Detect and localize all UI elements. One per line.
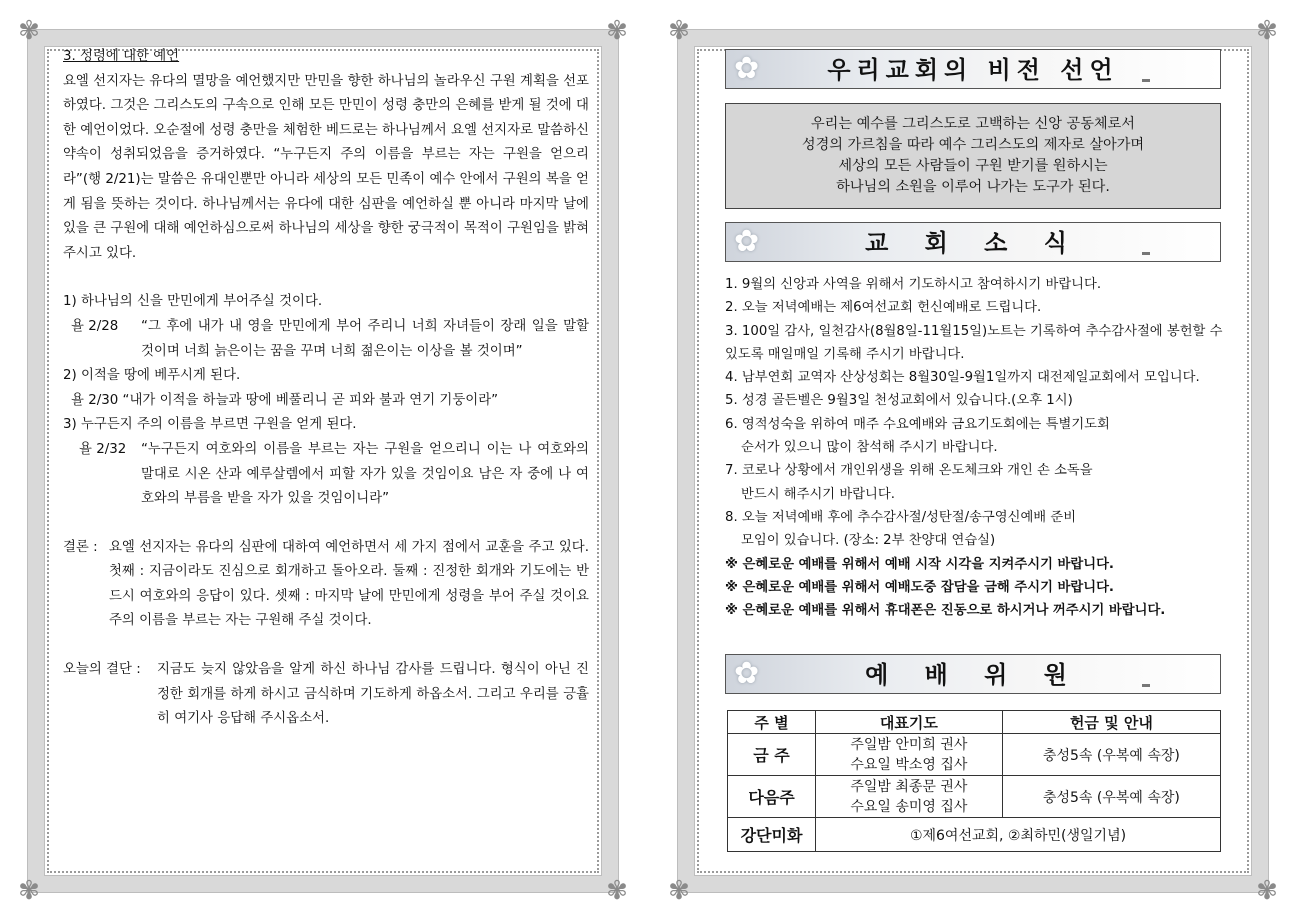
news-item: 5. 성경 골든벨은 9월3일 천성교회에서 있습니다.(오후 1시) xyxy=(725,393,1073,409)
verse-1 xyxy=(63,315,589,364)
news-item: 3. 100일 감사, 일천감사(8월8일-11월15일)노트는 기록하여 추수감사절에 봉헌할 수 있도록 매일매일 기록해 주시기 바랍니다. xyxy=(725,323,1223,362)
news-item: 2. 오늘 저녁예배는 제6여선교회 헌신예배로 드립니다. xyxy=(725,300,1042,316)
today-text: 지금도 늦지 않았음을 알게 하신 하나님 감사를 드립니다. 형식이 아닌 진정한 회개를 하게 하시고 금식하며 기도하게 하옵소서. 그리고 우리를 긍휼히 여기사 응답해 주시옵소서. xyxy=(157,662,589,727)
news-item: 7. 코로나 상황에서 개인위생을 위해 온도체크와 개인 손 소독을 xyxy=(725,463,1093,479)
flower-ornament-icon: ✾ xyxy=(606,876,628,906)
table-row xyxy=(728,734,1221,776)
flower-ornament-icon: ✾ xyxy=(18,16,40,46)
church-news xyxy=(725,273,1225,622)
news-item: 8. 오늘 저녁예배 후에 추수감사절/성탄절/송구영신예배 준비 xyxy=(725,509,1077,525)
news-item: 반드시 해주시기 바랍니다. xyxy=(741,486,895,502)
staff-title: 예 배 위 원 xyxy=(865,661,1081,689)
verse-2: 욜 2/30 “내가 이적을 하늘과 땅에 베풀리니 곧 피와 불과 연기 기둥이라” xyxy=(71,392,499,408)
conclusion-text: 요엘 선지자는 유다의 심판에 대하여 예언하면서 세 가지 점에서 교훈을 주고 있다. 첫째 : 지금이라도 진심으로 회개하고 돌아오라. 둘째 : 진정한 회개와 기도에는 반드시 여호와의 응답이 있다. 셋째 : 마지막 날에 만민에게 성령을 부어 주실 것이요 주의 이름을 부르는 자는 구원해 주실 것이다. xyxy=(109,539,589,629)
sermon-text xyxy=(63,45,589,732)
news-item: 모임이 있습니다. (장소: 2부 찬양대 연습실) xyxy=(741,533,996,549)
vision-line: 성경의 가르침을 따라 예수 그리스도의 제자로 살아가며 xyxy=(801,137,1145,153)
prayer-cell: 주일밤 최종문 권사 수요일 송미영 집사 xyxy=(816,776,1003,818)
verse-1-text: “그 후에 내가 내 영을 만민에게 부어 주리니 너희 자녀들이 장래 일을 말할 것이며 너희 늙은이는 꿈을 꾸며 너희 젊은이는 이상을 볼 것이며” xyxy=(141,318,589,359)
daisy-icon: ✿ xyxy=(734,656,760,691)
flower-ornament-icon: ✾ xyxy=(1256,16,1278,46)
intro-paragraph: 요엘 선지자는 유다의 멸망을 예언했지만 만민을 향한 하나님의 놀라우신 구원 계획을 선포하였다. 그것은 그리스도의 구속으로 인해 모든 만민이 성령 충만의 은혜를 받게 될 것에 대한 예언이었다. 오순절에 성령 충만을 체험한 베드로는 하나님께서 요엘 선지자로 말씀하신 약속이 성취되었음을 증거하였다. “누구든지 주의 이름을 부르는 자는 구원을 얻으리라”(행 2/21)는 말씀은 유대인뿐만 아니라 세상의 모든 민족이 예수 안에서 구원의 복을 얻게 됨을 뜻하는 것이다. 하나님께서는 유다에 대한 심판을 예언하실 뿐 아니라 마지막 날에 있을 큰 구원에 대해 예언하심으로써 하나님의 세상을 향한 궁극적이 목적이 구원임을 밝혀 주시고 있다. xyxy=(63,73,589,261)
table-row xyxy=(728,818,1221,852)
daisy-icon: ✿ xyxy=(734,224,760,259)
notice-item: ※ 은혜로운 예배를 위해서 예배도중 잡담을 금해 주시기 바랍니다. xyxy=(725,579,1114,595)
vision-line: 하나님의 소원을 이루어 나가는 도구가 된다. xyxy=(836,179,1110,195)
header-prayer: 대표기도 xyxy=(816,711,1003,734)
decoration-cell: ①제6여선교회, ②최하민(생일기념) xyxy=(816,818,1221,852)
flower-ornament-icon: ✾ xyxy=(606,16,628,46)
verse-3-ref: 욜 2/32 xyxy=(79,441,127,457)
offering-cell: 충성5속 (우복예 속장) xyxy=(1002,776,1220,818)
row-label: 금 주 xyxy=(728,734,816,776)
conclusion-label: 결론 : xyxy=(63,539,98,555)
row-label: 강단미화 xyxy=(728,818,816,852)
point-2: 2) 이적을 땅에 베푸시게 된다. xyxy=(63,368,241,384)
verse-3 xyxy=(63,438,589,512)
section-title: 3. 성령에 대한 예언 xyxy=(63,49,180,64)
flower-ornament-icon: ✾ xyxy=(668,16,690,46)
news-item: 순서가 있으니 많이 참석해 주시기 바랍니다. xyxy=(741,440,998,456)
left-page xyxy=(18,16,628,906)
conclusion xyxy=(63,536,589,634)
point-3: 3) 누구든지 주의 이름을 부르면 구원을 얻게 된다. xyxy=(63,417,357,433)
right-page xyxy=(668,16,1278,906)
prayer-cell: 주일밤 안미희 권사 수요일 박소영 집사 xyxy=(816,734,1003,776)
news-item: 1. 9월의 신앙과 사역을 위해서 기도하시고 참여하시기 바랍니다. xyxy=(725,277,1102,292)
staff-banner xyxy=(725,654,1221,694)
worship-staff-table xyxy=(727,710,1221,852)
news-title: 교 회 소 식 xyxy=(865,229,1081,257)
vision-banner xyxy=(725,49,1221,89)
offering-cell: 충성5속 (우복예 속장) xyxy=(1002,734,1220,776)
today-decision xyxy=(63,658,589,732)
vision-line: 세상의 모든 사람들이 구원 받기를 원하시는 xyxy=(838,158,1108,174)
news-item: 6. 영적성숙을 위하여 매주 수요예배와 금요기도회에는 특별기도회 xyxy=(725,416,1110,432)
header-offering: 헌금 및 안내 xyxy=(1002,711,1220,734)
verse-3-text: “누구든지 여호와의 이름을 부르는 자는 구원을 얻으리니 이는 나 여호와의 말대로 시온 산과 예루살렘에서 피할 자가 있을 것임이요 남은 자 중에 나 여호와의 부름을 받을 자가 있을 것임이니라” xyxy=(141,441,589,507)
vision-statement xyxy=(725,103,1221,209)
daisy-icon: ✿ xyxy=(734,51,760,86)
point-1: 1) 하나님의 신을 만민에게 부어주실 것이다. xyxy=(63,294,323,310)
news-banner xyxy=(725,222,1221,262)
vision-line: 우리는 예수를 그리스도로 고백하는 신앙 공동체로서 xyxy=(810,116,1136,132)
notice-item: ※ 은혜로운 예배를 위해서 휴대폰은 진동으로 하시거나 꺼주시기 바랍니다. xyxy=(725,603,1166,619)
today-label: 오늘의 결단 : xyxy=(63,662,141,678)
row-label: 다음주 xyxy=(728,776,816,818)
news-item: 4. 남부연회 교역자 산상성회는 8월30일-9월1일까지 대전제일교회에서 모입니다. xyxy=(725,370,1200,386)
flower-ornament-icon: ✾ xyxy=(18,876,40,906)
flower-ornament-icon: ✾ xyxy=(668,876,690,906)
header-week: 주 별 xyxy=(728,711,816,734)
table-row xyxy=(728,776,1221,818)
vision-title: 우리교회의 비전 선언 xyxy=(827,56,1119,84)
notice-item: ※ 은혜로운 예배를 위해서 예배 시작 시각을 지켜주시기 바랍니다. xyxy=(725,556,1114,572)
verse-1-ref: 욜 2/28 xyxy=(71,318,119,334)
flower-ornament-icon: ✾ xyxy=(1256,876,1278,906)
